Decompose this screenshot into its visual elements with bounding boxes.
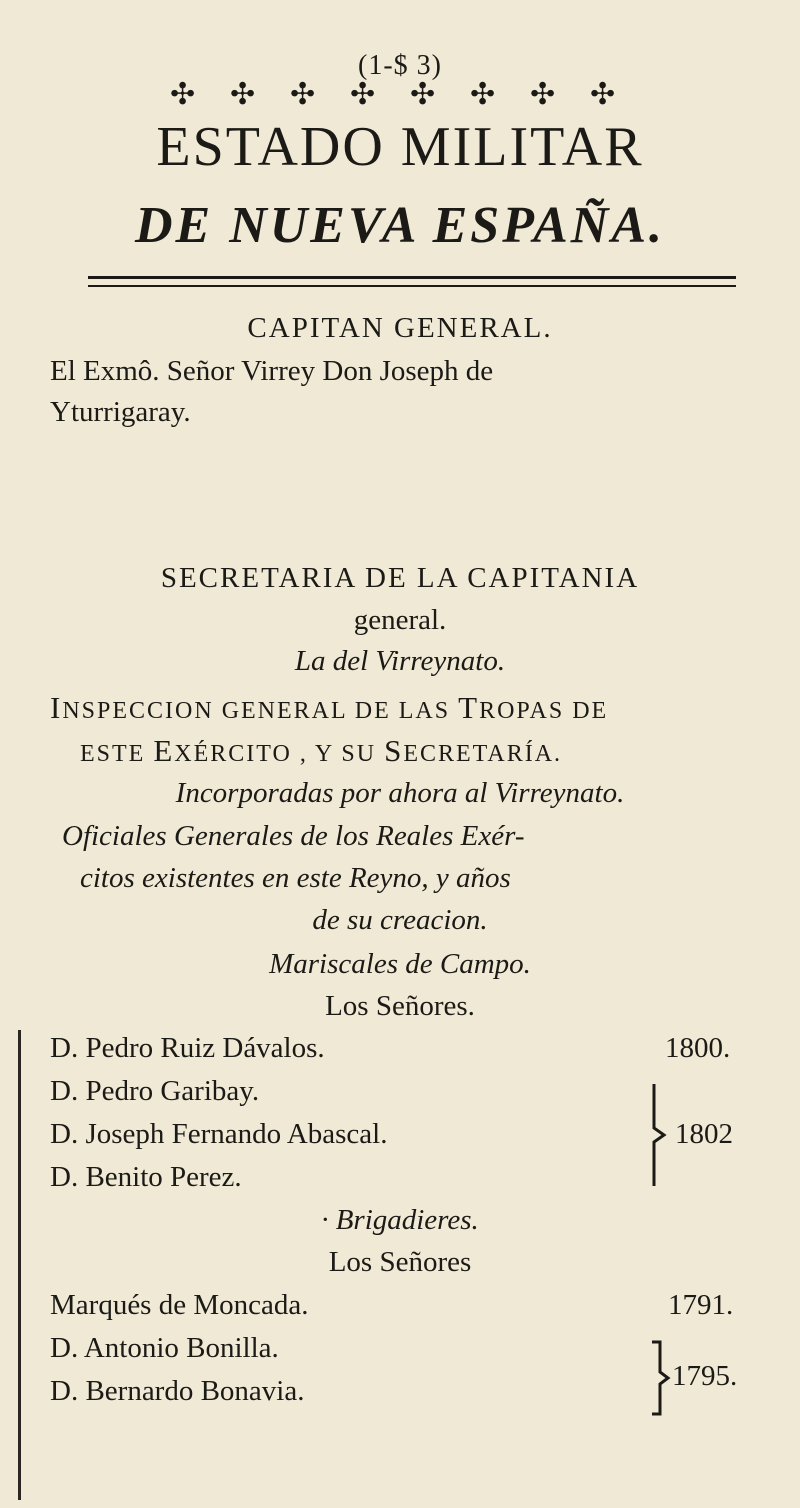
- ornament-icon: [530, 83, 570, 109]
- mariscales-heading: Mariscales de Campo.: [269, 948, 531, 980]
- inspeccion-line-2: ESTE EXÉRCITO , Y SU SECRETARÍA.: [80, 733, 563, 768]
- mariscales-subheading: Los Señores.: [325, 990, 475, 1022]
- title-rule-thick: [88, 276, 736, 279]
- capitan-general-line-2: Yturrigaray.: [50, 396, 191, 428]
- ornament-icon: [410, 83, 450, 109]
- ornament-icon: [590, 83, 630, 109]
- oficiales-line-1: Oficiales Generales de los Reales Exér-: [62, 820, 525, 852]
- year-label: 1800.: [665, 1032, 731, 1064]
- ornament-icon: [170, 83, 210, 109]
- secretaria-note: La del Virreynato.: [294, 645, 506, 677]
- title-rule-thin: [88, 285, 736, 287]
- year-label: 1802: [675, 1118, 733, 1150]
- ornament-icon: [350, 83, 390, 109]
- oficiales-line-2: citos existentes en este Reyno, y años: [80, 862, 511, 894]
- brigadieres-subheading: Los Señores: [328, 1246, 472, 1278]
- list-item: D. Joseph Fernando Abascal.: [50, 1118, 388, 1150]
- list-item: Marqués de Moncada.: [50, 1289, 309, 1321]
- secretaria-heading: SECRETARIA DE LA CAPITANIA: [160, 562, 640, 594]
- page-number: (1-$ 3): [358, 50, 442, 81]
- secretaria-heading-cont: general.: [353, 604, 447, 636]
- oficiales-line-3: de su creacion.: [312, 904, 488, 936]
- brace-icon: [648, 1338, 672, 1418]
- title-line-2: DE NUEVA ESPAÑA.: [134, 197, 666, 254]
- list-item: D. Bernardo Bonavia.: [50, 1375, 305, 1407]
- year-label: 1791.: [668, 1289, 734, 1321]
- list-item: D. Antonio Bonilla.: [50, 1332, 279, 1364]
- brigadieres-heading: · Brigadieres.: [321, 1204, 479, 1236]
- ornament-icon: [230, 83, 270, 109]
- inspeccion-note: Incorporadas por ahora al Virreynato.: [175, 777, 625, 809]
- capitan-general-heading: CAPITAN GENERAL.: [247, 312, 553, 344]
- header-ornament: [170, 78, 630, 114]
- list-item: D. Pedro Ruiz Dávalos.: [50, 1032, 325, 1064]
- list-item: D. Benito Perez.: [50, 1161, 242, 1193]
- inspeccion-line-1: INSPECCION GENERAL DE LAS TROPAS DE: [50, 690, 609, 725]
- year-label: 1795.: [672, 1360, 738, 1392]
- brace-icon: [648, 1080, 668, 1190]
- margin-rule: [18, 1030, 21, 1500]
- capitan-general-line-1: El Exmô. Señor Virrey Don Joseph de: [50, 355, 494, 387]
- title-line-1: ESTADO MILITAR: [156, 116, 644, 178]
- ornament-icon: [470, 83, 510, 109]
- ornament-icon: [290, 83, 330, 109]
- list-item: D. Pedro Garibay.: [50, 1075, 260, 1107]
